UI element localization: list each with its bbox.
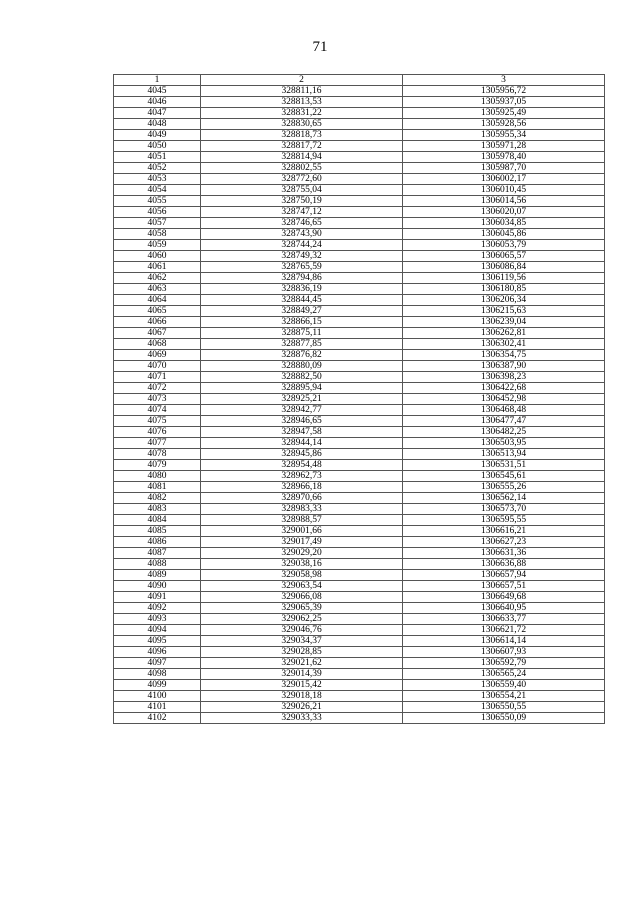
table-row — [114, 361, 605, 372]
point-number-cell: 4074 — [114, 405, 201, 416]
y-coordinate-cell: 1306065,57 — [403, 251, 605, 262]
x-coordinate-cell: 328750,19 — [201, 196, 403, 207]
point-number-cell: 4080 — [114, 471, 201, 482]
x-coordinate-cell: 328743,90 — [201, 229, 403, 240]
table-row — [114, 537, 605, 548]
y-coordinate-cell: 1306595,55 — [403, 515, 605, 526]
y-coordinate-cell: 1306531,51 — [403, 460, 605, 471]
y-coordinate-cell: 1306215,63 — [403, 306, 605, 317]
x-coordinate-cell: 328875,11 — [201, 328, 403, 339]
y-coordinate-cell: 1306452,98 — [403, 394, 605, 405]
table-row — [114, 350, 605, 361]
x-coordinate-cell: 328962,73 — [201, 471, 403, 482]
y-coordinate-cell: 1305978,40 — [403, 152, 605, 163]
x-coordinate-cell: 328970,66 — [201, 493, 403, 504]
y-coordinate-cell: 1306477,47 — [403, 416, 605, 427]
x-coordinate-cell: 328882,50 — [201, 372, 403, 383]
header-x-coordinate: 2 — [201, 75, 403, 86]
table-row — [114, 130, 605, 141]
point-number-cell: 4086 — [114, 537, 201, 548]
table-row — [114, 185, 605, 196]
point-number-cell: 4090 — [114, 581, 201, 592]
point-number-cell: 4056 — [114, 207, 201, 218]
point-number-cell: 4087 — [114, 548, 201, 559]
point-number-cell: 4079 — [114, 460, 201, 471]
header-point-number: 1 — [114, 75, 201, 86]
x-coordinate-cell: 329063,54 — [201, 581, 403, 592]
table-row — [114, 196, 605, 207]
x-coordinate-cell: 329062,25 — [201, 614, 403, 625]
header-y-coordinate: 3 — [403, 75, 605, 86]
table-row — [114, 394, 605, 405]
point-number-cell: 4053 — [114, 174, 201, 185]
x-coordinate-cell: 329014,39 — [201, 669, 403, 680]
y-coordinate-cell: 1306180,85 — [403, 284, 605, 295]
table-row — [114, 240, 605, 251]
y-coordinate-cell: 1306565,24 — [403, 669, 605, 680]
x-coordinate-cell: 328746,65 — [201, 218, 403, 229]
point-number-cell: 4068 — [114, 339, 201, 350]
x-coordinate-cell: 328944,14 — [201, 438, 403, 449]
point-number-cell: 4058 — [114, 229, 201, 240]
y-coordinate-cell: 1306387,90 — [403, 361, 605, 372]
table-row — [114, 339, 605, 350]
table-row — [114, 471, 605, 482]
y-coordinate-cell: 1306616,21 — [403, 526, 605, 537]
x-coordinate-cell: 329015,42 — [201, 680, 403, 691]
point-number-cell: 4088 — [114, 559, 201, 570]
table-row — [114, 625, 605, 636]
point-number-cell: 4067 — [114, 328, 201, 339]
point-number-cell: 4057 — [114, 218, 201, 229]
x-coordinate-cell: 328895,94 — [201, 383, 403, 394]
y-coordinate-cell: 1305925,49 — [403, 108, 605, 119]
x-coordinate-cell: 328945,86 — [201, 449, 403, 460]
y-coordinate-cell: 1306607,93 — [403, 647, 605, 658]
table-row — [114, 262, 605, 273]
y-coordinate-cell: 1306657,51 — [403, 581, 605, 592]
y-coordinate-cell: 1306398,23 — [403, 372, 605, 383]
y-coordinate-cell: 1306302,41 — [403, 339, 605, 350]
point-number-cell: 4098 — [114, 669, 201, 680]
table-header — [114, 75, 605, 86]
table-row — [114, 504, 605, 515]
y-coordinate-cell: 1306573,70 — [403, 504, 605, 515]
point-number-cell: 4051 — [114, 152, 201, 163]
table-row — [114, 713, 605, 724]
x-coordinate-cell: 328925,21 — [201, 394, 403, 405]
point-number-cell: 4081 — [114, 482, 201, 493]
x-coordinate-cell: 328988,57 — [201, 515, 403, 526]
point-number-cell: 4089 — [114, 570, 201, 581]
table-row — [114, 603, 605, 614]
y-coordinate-cell: 1306468,48 — [403, 405, 605, 416]
y-coordinate-cell: 1306614,14 — [403, 636, 605, 647]
point-number-cell: 4085 — [114, 526, 201, 537]
x-coordinate-cell: 328947,58 — [201, 427, 403, 438]
table-row — [114, 273, 605, 284]
table-row — [114, 614, 605, 625]
point-number-cell: 4075 — [114, 416, 201, 427]
table-row — [114, 207, 605, 218]
x-coordinate-cell: 329026,21 — [201, 702, 403, 713]
table-row — [114, 559, 605, 570]
point-number-cell: 4078 — [114, 449, 201, 460]
table-row — [114, 493, 605, 504]
x-coordinate-cell: 328946,65 — [201, 416, 403, 427]
point-number-cell: 4084 — [114, 515, 201, 526]
x-coordinate-cell: 329021,62 — [201, 658, 403, 669]
point-number-cell: 4071 — [114, 372, 201, 383]
point-number-cell: 4046 — [114, 97, 201, 108]
y-coordinate-cell: 1306014,56 — [403, 196, 605, 207]
table-row — [114, 405, 605, 416]
point-number-cell: 4054 — [114, 185, 201, 196]
point-number-cell: 4091 — [114, 592, 201, 603]
point-number-cell: 4065 — [114, 306, 201, 317]
point-number-cell: 4052 — [114, 163, 201, 174]
x-coordinate-cell: 328836,19 — [201, 284, 403, 295]
x-coordinate-cell: 329058,98 — [201, 570, 403, 581]
y-coordinate-cell: 1305955,34 — [403, 130, 605, 141]
x-coordinate-cell: 329034,37 — [201, 636, 403, 647]
point-number-cell: 4059 — [114, 240, 201, 251]
point-number-cell: 4072 — [114, 383, 201, 394]
x-coordinate-cell: 328983,33 — [201, 504, 403, 515]
y-coordinate-cell: 1306640,95 — [403, 603, 605, 614]
table-row — [114, 548, 605, 559]
table-row — [114, 526, 605, 537]
point-number-cell: 4069 — [114, 350, 201, 361]
y-coordinate-cell: 1306633,77 — [403, 614, 605, 625]
point-number-cell: 4063 — [114, 284, 201, 295]
table-row — [114, 570, 605, 581]
table-row — [114, 658, 605, 669]
x-coordinate-cell: 328849,27 — [201, 306, 403, 317]
x-coordinate-cell: 329029,20 — [201, 548, 403, 559]
point-number-cell: 4083 — [114, 504, 201, 515]
table-row — [114, 636, 605, 647]
point-number-cell: 4097 — [114, 658, 201, 669]
y-coordinate-cell: 1306086,84 — [403, 262, 605, 273]
point-number-cell: 4064 — [114, 295, 201, 306]
x-coordinate-cell: 328813,53 — [201, 97, 403, 108]
y-coordinate-cell: 1306206,34 — [403, 295, 605, 306]
x-coordinate-cell: 328749,32 — [201, 251, 403, 262]
point-number-cell: 4049 — [114, 130, 201, 141]
y-coordinate-cell: 1306262,81 — [403, 328, 605, 339]
y-coordinate-cell: 1306592,79 — [403, 658, 605, 669]
table-row — [114, 163, 605, 174]
point-number-cell: 4099 — [114, 680, 201, 691]
point-number-cell: 4093 — [114, 614, 201, 625]
table-row — [114, 141, 605, 152]
table-row — [114, 174, 605, 185]
x-coordinate-cell: 328877,85 — [201, 339, 403, 350]
y-coordinate-cell: 1306503,95 — [403, 438, 605, 449]
y-coordinate-cell: 1306020,07 — [403, 207, 605, 218]
table-row — [114, 152, 605, 163]
x-coordinate-cell: 328794,86 — [201, 273, 403, 284]
table-row — [114, 295, 605, 306]
table-row — [114, 592, 605, 603]
point-number-cell: 4050 — [114, 141, 201, 152]
table-row — [114, 251, 605, 262]
table-row — [114, 317, 605, 328]
x-coordinate-cell: 328880,09 — [201, 361, 403, 372]
table-body — [114, 86, 605, 724]
table-row — [114, 86, 605, 97]
table-row — [114, 691, 605, 702]
x-coordinate-cell: 329033,33 — [201, 713, 403, 724]
table-row — [114, 702, 605, 713]
x-coordinate-cell: 329028,85 — [201, 647, 403, 658]
point-number-cell: 4100 — [114, 691, 201, 702]
x-coordinate-cell: 329038,16 — [201, 559, 403, 570]
y-coordinate-cell: 1306621,72 — [403, 625, 605, 636]
point-number-cell: 4055 — [114, 196, 201, 207]
x-coordinate-cell: 328765,59 — [201, 262, 403, 273]
point-number-cell: 4060 — [114, 251, 201, 262]
y-coordinate-cell: 1305956,72 — [403, 86, 605, 97]
point-number-cell: 4095 — [114, 636, 201, 647]
point-number-cell: 4094 — [114, 625, 201, 636]
table-row — [114, 669, 605, 680]
x-coordinate-cell: 329018,18 — [201, 691, 403, 702]
table-row — [114, 581, 605, 592]
x-coordinate-cell: 328802,55 — [201, 163, 403, 174]
table-row — [114, 416, 605, 427]
x-coordinate-cell: 328818,73 — [201, 130, 403, 141]
y-coordinate-cell: 1306119,56 — [403, 273, 605, 284]
table-row — [114, 515, 605, 526]
y-coordinate-cell: 1306422,68 — [403, 383, 605, 394]
y-coordinate-cell: 1306657,94 — [403, 570, 605, 581]
y-coordinate-cell: 1306555,26 — [403, 482, 605, 493]
table-row — [114, 218, 605, 229]
x-coordinate-cell: 328830,65 — [201, 119, 403, 130]
y-coordinate-cell: 1306545,61 — [403, 471, 605, 482]
y-coordinate-cell: 1306354,75 — [403, 350, 605, 361]
y-coordinate-cell: 1306034,85 — [403, 218, 605, 229]
table-row — [114, 306, 605, 317]
point-number-cell: 4048 — [114, 119, 201, 130]
point-number-cell: 4102 — [114, 713, 201, 724]
x-coordinate-cell: 329017,49 — [201, 537, 403, 548]
point-number-cell: 4062 — [114, 273, 201, 284]
y-coordinate-cell: 1306627,23 — [403, 537, 605, 548]
x-coordinate-cell: 328866,15 — [201, 317, 403, 328]
point-number-cell: 4061 — [114, 262, 201, 273]
x-coordinate-cell: 329066,08 — [201, 592, 403, 603]
y-coordinate-cell: 1306053,79 — [403, 240, 605, 251]
y-coordinate-cell: 1306550,55 — [403, 702, 605, 713]
table-row — [114, 460, 605, 471]
y-coordinate-cell: 1305937,05 — [403, 97, 605, 108]
table-row — [114, 383, 605, 394]
y-coordinate-cell: 1306554,21 — [403, 691, 605, 702]
point-number-cell: 4076 — [114, 427, 201, 438]
x-coordinate-cell: 328954,48 — [201, 460, 403, 471]
point-number-cell: 4092 — [114, 603, 201, 614]
x-coordinate-cell: 328876,82 — [201, 350, 403, 361]
point-number-cell: 4066 — [114, 317, 201, 328]
y-coordinate-cell: 1306559,40 — [403, 680, 605, 691]
coordinates-table — [113, 74, 605, 724]
y-coordinate-cell: 1306636,88 — [403, 559, 605, 570]
point-number-cell: 4070 — [114, 361, 201, 372]
y-coordinate-cell: 1305971,28 — [403, 141, 605, 152]
x-coordinate-cell: 328831,22 — [201, 108, 403, 119]
x-coordinate-cell: 328844,45 — [201, 295, 403, 306]
y-coordinate-cell: 1306550,09 — [403, 713, 605, 724]
point-number-cell: 4077 — [114, 438, 201, 449]
y-coordinate-cell: 1306239,04 — [403, 317, 605, 328]
table-row — [114, 438, 605, 449]
point-number-cell: 4045 — [114, 86, 201, 97]
x-coordinate-cell: 328811,16 — [201, 86, 403, 97]
table-row — [114, 284, 605, 295]
table-row — [114, 647, 605, 658]
table-row — [114, 427, 605, 438]
y-coordinate-cell: 1306002,17 — [403, 174, 605, 185]
table-row — [114, 680, 605, 691]
header-row — [114, 75, 605, 86]
x-coordinate-cell: 328772,60 — [201, 174, 403, 185]
x-coordinate-cell: 329001,66 — [201, 526, 403, 537]
y-coordinate-cell: 1306562,14 — [403, 493, 605, 504]
table-row — [114, 372, 605, 383]
y-coordinate-cell: 1305987,70 — [403, 163, 605, 174]
x-coordinate-cell: 328817,72 — [201, 141, 403, 152]
point-number-cell: 4101 — [114, 702, 201, 713]
y-coordinate-cell: 1306482,25 — [403, 427, 605, 438]
x-coordinate-cell: 328755,04 — [201, 185, 403, 196]
x-coordinate-cell: 328747,12 — [201, 207, 403, 218]
point-number-cell: 4073 — [114, 394, 201, 405]
x-coordinate-cell: 328814,94 — [201, 152, 403, 163]
x-coordinate-cell: 328744,24 — [201, 240, 403, 251]
y-coordinate-cell: 1306045,86 — [403, 229, 605, 240]
x-coordinate-cell: 329065,39 — [201, 603, 403, 614]
y-coordinate-cell: 1306649,68 — [403, 592, 605, 603]
table-row — [114, 108, 605, 119]
page-number: 71 — [312, 39, 328, 55]
y-coordinate-cell: 1306631,36 — [403, 548, 605, 559]
x-coordinate-cell: 329046,76 — [201, 625, 403, 636]
x-coordinate-cell: 328966,18 — [201, 482, 403, 493]
y-coordinate-cell: 1306010,45 — [403, 185, 605, 196]
point-number-cell: 4082 — [114, 493, 201, 504]
table-row — [114, 482, 605, 493]
table-row — [114, 449, 605, 460]
table-row — [114, 119, 605, 130]
point-number-cell: 4047 — [114, 108, 201, 119]
point-number-cell: 4096 — [114, 647, 201, 658]
table-row — [114, 97, 605, 108]
x-coordinate-cell: 328942,77 — [201, 405, 403, 416]
table-row — [114, 328, 605, 339]
table-row — [114, 229, 605, 240]
y-coordinate-cell: 1305928,56 — [403, 119, 605, 130]
y-coordinate-cell: 1306513,94 — [403, 449, 605, 460]
